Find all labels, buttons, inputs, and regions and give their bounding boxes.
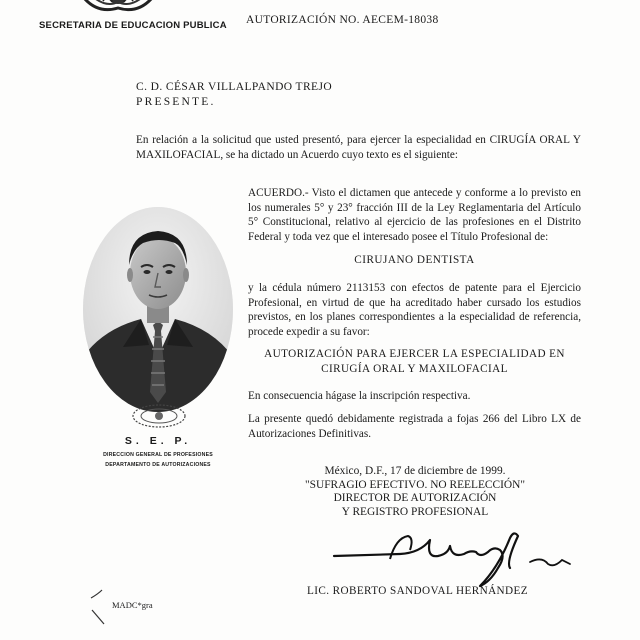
stamp-acronym: S. E. P. — [124, 435, 192, 447]
signature-icon — [330, 528, 575, 588]
salutation: PRESENTE. — [136, 96, 216, 108]
authorization-line-1: AUTORIZACIÓN PARA EJERCER LA ESPECIALIDAD EN — [264, 348, 565, 360]
office-line-1: DIRECTOR DE AUTORIZACIÓN — [333, 492, 497, 505]
cedula-paragraph: y la cédula número 2113153 con efectos de patente para el Ejercicio Profesional, en virtud de que ha acreditado haber cursado los estudios previstos, en los planes correspondientes a la especialidad de referencia, procede expedir a su favor: — [248, 282, 581, 338]
eagle-seal-icon — [78, 0, 158, 14]
typist-initials: MADC*gra — [112, 600, 153, 610]
place-date: México, D.F., 17 de diciembre de 1999. — [324, 465, 506, 477]
closing-block — [270, 465, 560, 519]
recipient-block — [136, 80, 332, 110]
authorization-number: AUTORIZACIÓN NO. AECEM-18038 — [246, 14, 439, 26]
professional-title: CIRUJANO DENTISTA — [354, 254, 475, 266]
authorization-line-2: CIRUGÍA ORAL Y MAXILOFACIAL — [321, 362, 508, 375]
consecuencia-paragraph: En consecuencia hágase la inscripción respectiva. — [248, 390, 471, 402]
intro-paragraph: En relación a la solicitud que usted presentó, para ejercer la especialidad en CIRUGÍA ORAL Y MAXILOFACIAL, se ha dictado un Acuerdo cuyo texto es el siguiente: — [136, 134, 581, 161]
stamp-line-2: DEPARTAMENTO DE AUTORIZACIONES — [105, 462, 211, 468]
pen-mark-icon — [88, 588, 110, 626]
agency-name: SECRETARIA DE EDUCACION PUBLICA — [39, 20, 227, 31]
stamp-line-1: DIRECCION GENERAL DE PROFESIONES — [103, 452, 213, 458]
office-line-2: Y REGISTRO PROFESIONAL — [341, 505, 489, 518]
recipient-name: C. D. CÉSAR VILLALPANDO TREJO — [136, 81, 333, 93]
signer-name: LIC. ROBERTO SANDOVAL HERNÁNDEZ — [307, 585, 528, 597]
embossed-stamp-icon — [131, 404, 187, 428]
portrait-illustration — [83, 207, 233, 412]
photo-oval-frame — [83, 207, 233, 412]
motto: "SUFRAGIO EFECTIVO. NO REELECCIÓN" — [304, 478, 526, 491]
authorization-heading — [248, 347, 581, 376]
portrait-photo — [83, 207, 233, 412]
acuerdo-paragraph: ACUERDO.- Visto el dictamen que antecede y conforme a lo previsto en los numerales 5° y 23° fracción III de la Ley Reglamentaria del Artículo 5° Constitucional, relativo al ejercicio de las profesiones en el Distrito Federal y toda vez que el interesado posee el Título Profesional de: — [248, 187, 581, 243]
registro-paragraph: La presente quedó debidamente registrada a fojas 266 del Libro LX de Autorizaciones Definitivas. — [248, 413, 581, 440]
